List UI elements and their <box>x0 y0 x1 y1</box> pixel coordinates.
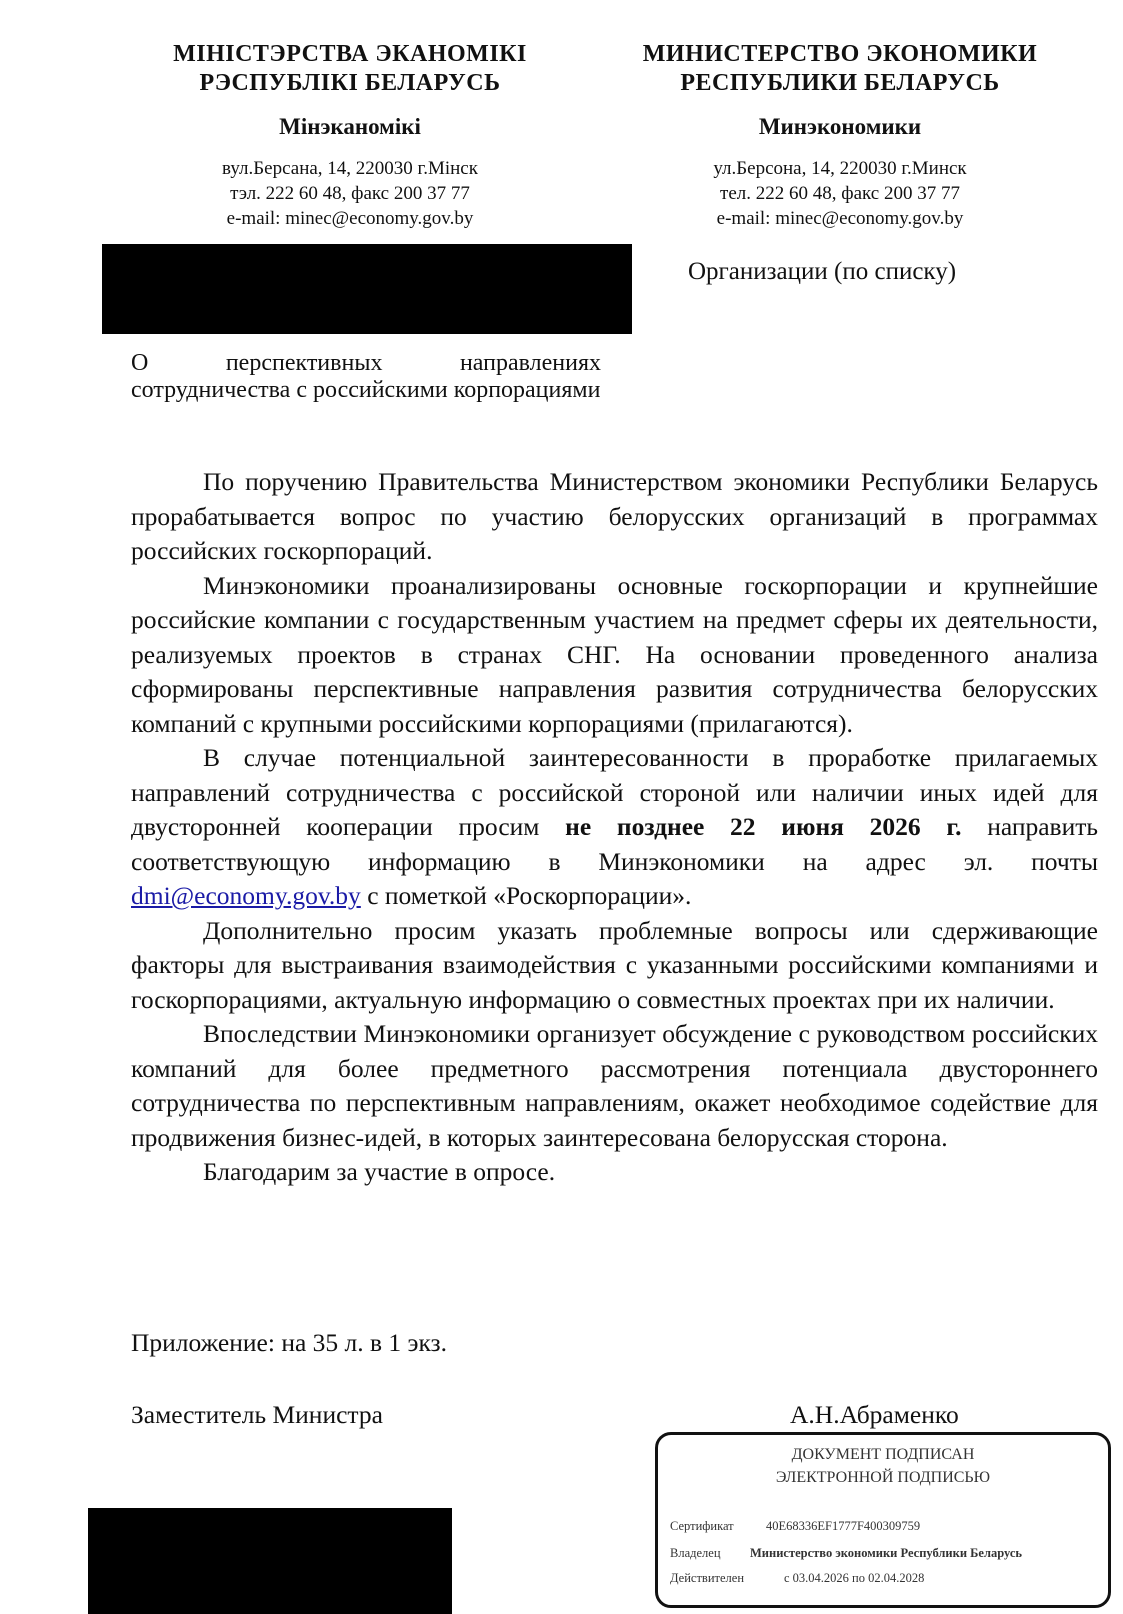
email-link[interactable]: dmi@economy.gov.by <box>131 881 361 910</box>
attachment-note: Приложение: на 35 л. в 1 экз. <box>131 1328 447 1357</box>
phone-by: тэл. 222 60 48, факс 200 37 77 <box>230 183 470 204</box>
redaction-block-bottom <box>88 1508 452 1614</box>
letter-subject: О перспективных направлениях сотрудничества с российскими корпорациями <box>131 350 601 403</box>
stamp-title-line1: ДОКУМЕНТ ПОДПИСАН <box>791 1446 975 1463</box>
addressee: Организации (по списку) <box>688 258 957 285</box>
e-signature-stamp <box>655 1432 1111 1608</box>
signatory-name: А.Н.Абраменко <box>790 1400 959 1429</box>
address-ru: ул.Берсона, 14, 220030 г.Минск <box>713 158 967 179</box>
stamp-valid-label: Действителен <box>670 1571 745 1585</box>
letter-body <box>131 465 1098 1190</box>
ministry-name-ru-line1: МИНИСТЕРСТВО ЭКОНОМИКИ <box>642 41 1038 67</box>
paragraph-3-text-c: с пометкой «Роскорпорации». <box>360 881 692 910</box>
paragraph-3-text-a: В случае потенциальной заинтересованности в проработке прилагаемых направлений сотрудничества с российской стороной или наличии иных идей для двусторонней кооперации просим <box>131 743 1098 841</box>
ministry-name-by-line1: МІНІСТЭРСТВА ЭКАНОМІКІ <box>173 41 527 67</box>
body-paragraph-4: Дополнительно просим указать проблемные вопросы или сдерживающие факторы для выстраивания взаимодействия с указанными российскими компаниями и госкорпорациями, актуальную информацию о совместных проектах при их наличии. <box>131 915 1098 1014</box>
stamp-title-line2: ЭЛЕКТРОННОЙ ПОДПИСЬЮ <box>775 1469 991 1486</box>
header-belarusian <box>150 40 550 231</box>
header-russian <box>635 40 1045 231</box>
ministry-short-by: Мінэканомікі <box>279 114 421 139</box>
ministry-short-ru: Минэкономики <box>758 114 922 139</box>
phone-ru: тел. 222 60 48, факс 200 37 77 <box>720 183 960 204</box>
body-paragraph-1: По поручению Правительства Министерством экономики Республики Беларусь прорабатывается вопрос по участию белорусских организаций в программах российских госкорпораций. <box>131 467 1098 565</box>
paragraph-3-text-b: направить соответствующую информацию в Минэкономики на адрес эл. почты <box>131 812 1098 876</box>
stamp-cert-label: Сертификат <box>670 1519 734 1533</box>
redaction-block-top <box>102 244 632 334</box>
body-paragraph-2: Минэкономики проанализированы основные госкорпорации и крупнейшие российские компании с государственным участием на предмет сферы их деятельности, реализуемых проектов в странах СНГ. На основании проведенного анализа сформированы перспективные направления развития сотрудничества белорусских компаний с крупными российскими корпорациями (прилагаются). <box>131 570 1098 738</box>
ministry-name-ru-line2: РЕСПУБЛИКИ БЕЛАРУСЬ <box>680 70 1000 96</box>
deadline-date: не позднее 22 июня 2026 г. <box>565 812 962 841</box>
address-by: вул.Берсана, 14, 220030 г.Мінск <box>222 158 478 179</box>
signatory-title: Заместитель Министра <box>131 1400 383 1429</box>
ministry-name-by-line2: РЭСПУБЛІКІ БЕЛАРУСЬ <box>199 70 501 96</box>
stamp-cert-value: 40E68336EF1777F400309759 <box>766 1519 921 1533</box>
body-paragraph-5: Впоследствии Минэкономики организует обсуждение с руководством российских компаний для более предметного рассмотрения потенциала двустороннего сотрудничества по перспективным направлениям, окажет необходимое содействие для продвижения бизнес-идей, в которых заинтересована белорусская сторона. <box>131 1019 1098 1152</box>
stamp-valid-value: с 03.04.2026 по 02.04.2028 <box>784 1571 925 1585</box>
stamp-owner-value: Министерство экономики Республики Беларусь <box>750 1546 1023 1560</box>
stamp-owner-label: Владелец <box>670 1546 721 1560</box>
email-by: e-mail: minec@economy.gov.by <box>226 208 474 229</box>
email-ru: e-mail: minec@economy.gov.by <box>716 208 964 229</box>
body-paragraph-6: Благодарим за участие в опросе. <box>203 1157 556 1186</box>
body-paragraph-3 <box>131 741 1098 914</box>
